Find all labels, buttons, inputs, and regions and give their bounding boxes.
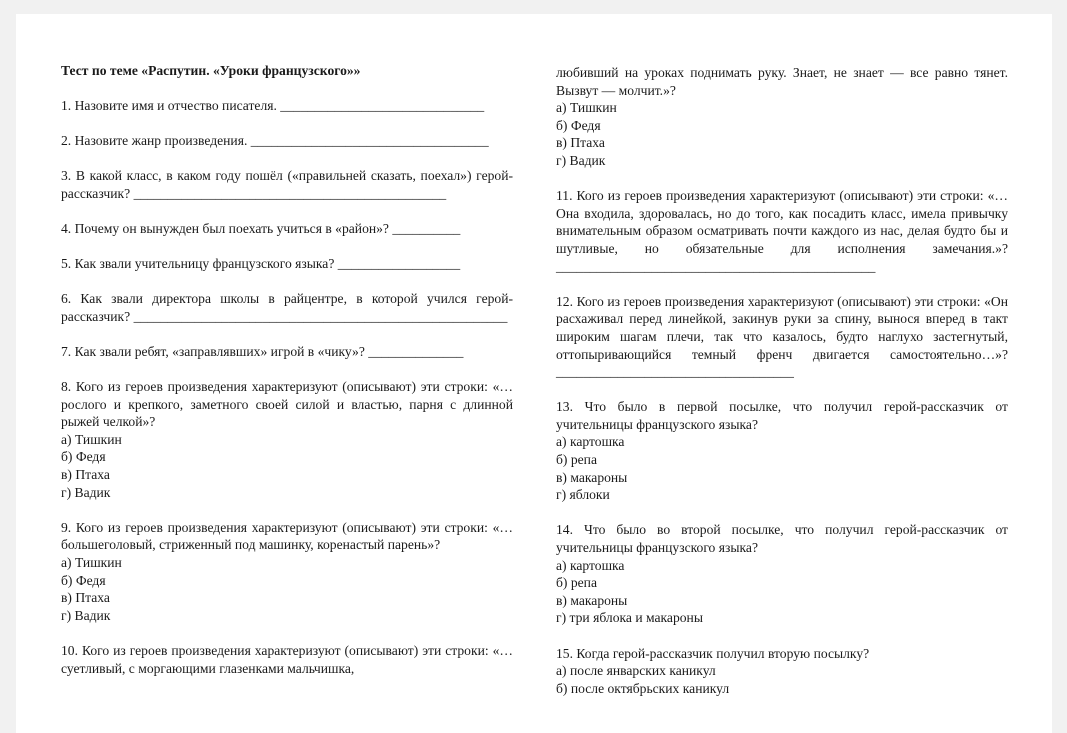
right-questions (556, 64, 1008, 697)
answer-option: б) после октябрьских каникул (556, 680, 730, 696)
question-text: 14. Что было во второй посылке, что получил герой-рассказчик от учительницы французского языка? (556, 522, 1008, 556)
answer-option: в) Птаха (61, 590, 110, 606)
question-text: 9. Кого из героев произведения характеризуют (описывают) эти строки: «…большеголовый, стриженный под машинку, коренастый парень»? (61, 519, 513, 553)
question-text: 5. Как звали учительницу французского языка? __________________ (61, 255, 461, 271)
question-block (61, 642, 513, 677)
question-block (61, 132, 513, 150)
answer-option: г) Вадик (556, 152, 606, 168)
answer-option: а) Тишкин (556, 100, 617, 116)
question-block (61, 97, 513, 115)
document-page (16, 14, 1052, 733)
left-questions (61, 97, 513, 678)
question-text: 2. Назовите жанр произведения. ___________________________________ (61, 132, 489, 148)
answer-option: а) после январских каникул (556, 663, 716, 679)
answer-option: б) Федя (61, 449, 106, 465)
question-block (556, 64, 1008, 170)
question-text: 13. Что было в первой посылке, что получил герой-рассказчик от учительницы французского языка? (556, 399, 1008, 432)
answer-option: г) яблоки (556, 487, 610, 503)
answer-option: а) картошка (556, 557, 625, 573)
right-column (556, 64, 1008, 715)
question-block (61, 519, 513, 625)
answer-option: г) три яблока и макароны (556, 610, 703, 626)
question-text: 4. Почему он вынужден был поехать учиться в «район»? __________ (61, 220, 461, 236)
question-text: 11. Кого из героев произведения характеризуют (описывают) эти строки: «…Она входила, здоровалась, но до того, как посадить класс, имела привычку внимательным образом осматривать почти каждого из нас, делая будто бы и шутливые, но обязательные для исполнения замечания.»? _______________________________________________ (556, 188, 1008, 274)
answer-option: в) Птаха (556, 135, 605, 151)
question-text: 12. Кого из героев произведения характеризуют (описывают) эти строки: «Он расхаживал перед линейкой, закинув руки за спину, вынося вперед в такт широким шагам плечи, так что казалось, будто наглухо застегнутый, оттопыривающийся темный френч двигается самостоятельно…»? ___________________________________ (556, 293, 1008, 380)
question-text: 15. Когда герой-рассказчик получил вторую посылку? (556, 645, 870, 661)
question-text: 7. Как звали ребят, «заправлявших» игрой в «чику»? ______________ (61, 343, 464, 359)
answer-option: в) Птаха (61, 467, 110, 483)
question-block (556, 293, 1008, 381)
left-column (61, 62, 513, 695)
question-text: 6. Как звали директора школы в райцентре, в которой учился герой-рассказчик? _______________________________________________________ (61, 291, 513, 324)
question-block (61, 220, 513, 238)
answer-option: б) Федя (556, 117, 601, 133)
question-text: 3. В какой класс, в каком году пошёл («правильней сказать, поехал») герой-рассказчик? ______________________________________________ (61, 167, 513, 201)
answer-option: а) Тишкин (61, 431, 122, 447)
answer-option: г) Вадик (61, 484, 111, 500)
test-title: Тест по теме «Распутин. «Уроки французского»» (61, 63, 361, 78)
question-text: 8. Кого из героев произведения характеризуют (описывают) эти строки: «…рослого и крепкого, заметного своей силой и властью, парня с длинной рыжей челкой»? (61, 379, 513, 430)
question-block (556, 521, 1008, 627)
question-block (61, 290, 513, 325)
answer-option: в) макароны (556, 469, 628, 485)
question-block (61, 343, 513, 361)
answer-option: б) репа (556, 452, 597, 468)
answer-option: б) Федя (61, 572, 106, 588)
question-block (61, 167, 513, 202)
question-text: любивший на уроках поднимать руку. Знает, не знает — все равно тянет. Вызвут — молчит.»? (556, 65, 1008, 98)
question-text: 1. Назовите имя и отчество писателя. ______________________________ (61, 97, 485, 113)
question-block (61, 378, 513, 501)
answer-option: в) макароны (556, 592, 628, 608)
question-block (556, 398, 1008, 504)
answer-option: а) картошка (556, 434, 625, 450)
question-block (61, 255, 513, 273)
question-block (556, 645, 1008, 698)
answer-option: а) Тишкин (61, 555, 122, 571)
question-text: 10. Кого из героев произведения характеризуют (описывают) эти строки: «…суетливый, с моргающими глазенками мальчишка, (61, 643, 513, 676)
answer-option: г) Вадик (61, 607, 111, 623)
question-block (556, 187, 1008, 275)
answer-option: б) репа (556, 575, 597, 591)
